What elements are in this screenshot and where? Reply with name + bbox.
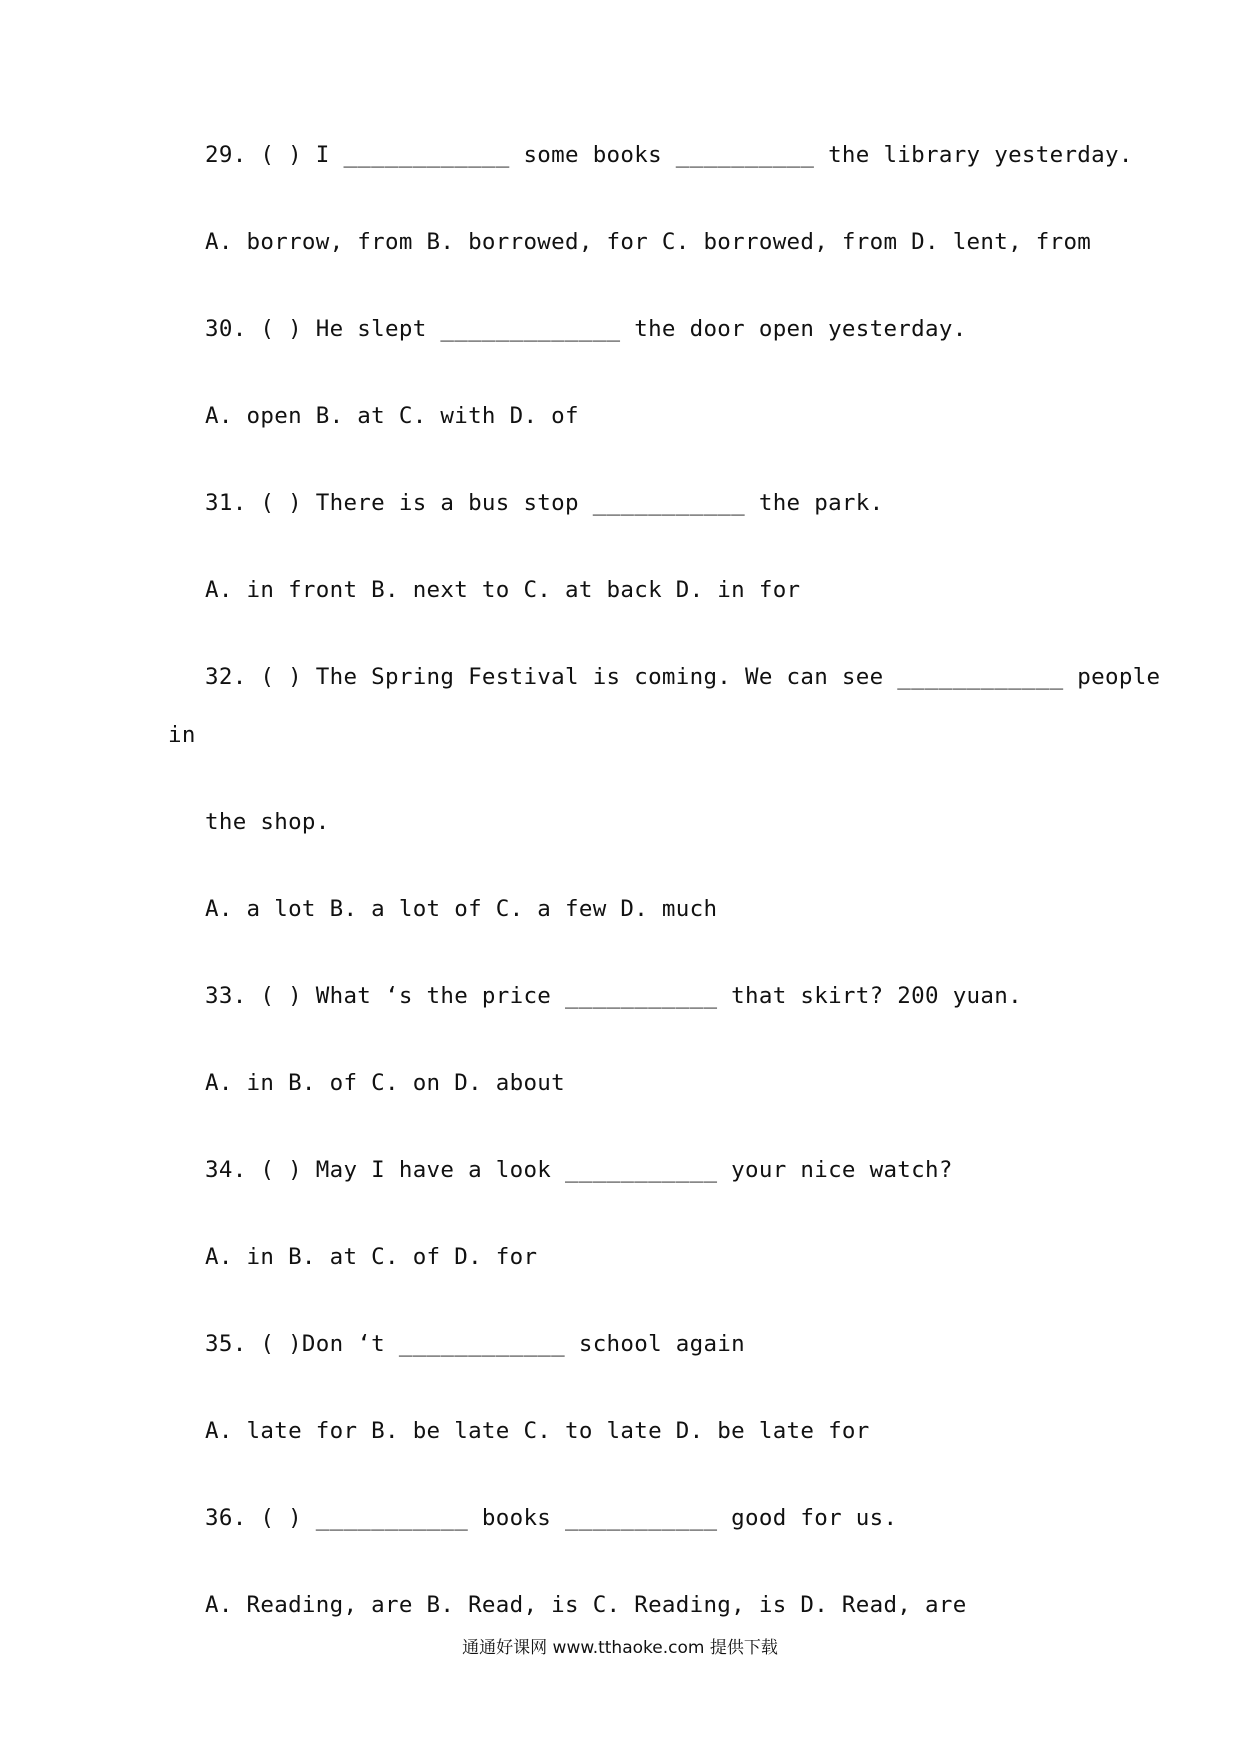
question-33: 33. ( ) What ‘s the price ___________ that skirt? 200 yuan.	[205, 983, 1022, 1009]
question-34: 34. ( ) May I have a look ___________ your nice watch?	[205, 1157, 953, 1183]
question-31: 31. ( ) There is a bus stop ___________ the park.	[205, 490, 884, 516]
page-footer: 通通好课网 www.tthaoke.com 提供下载	[462, 1638, 778, 1658]
options-29: A. borrow, from B. borrowed, for C. borrowed, from D. lent, from	[205, 229, 1092, 255]
options-31: A. in front B. next to C. at back D. in for	[205, 577, 801, 603]
options-30: A. open B. at C. with D. of	[205, 403, 579, 429]
question-32-wrap: in	[168, 722, 196, 748]
options-32: A. a lot B. a lot of C. a few D. much	[205, 896, 718, 922]
options-34: A. in B. at C. of D. for	[205, 1244, 538, 1270]
question-30: 30. ( ) He slept _____________ the door open yesterday.	[205, 316, 967, 342]
question-32: 32. ( ) The Spring Festival is coming. We can see ____________ people	[205, 664, 1161, 690]
question-36: 36. ( ) ___________ books ___________ good for us.	[205, 1505, 898, 1531]
question-35: 35. ( )Don ‘t ____________ school again	[205, 1331, 745, 1357]
question-32-continued: the shop.	[205, 809, 330, 835]
question-29: 29. ( ) I ____________ some books __________ the library yesterday.	[205, 142, 1133, 168]
options-36: A. Reading, are B. Read, is C. Reading, is D. Read, are	[205, 1592, 967, 1618]
options-33: A. in B. of C. on D. about	[205, 1070, 565, 1096]
options-35: A. late for B. be late C. to late D. be late for	[205, 1418, 870, 1444]
